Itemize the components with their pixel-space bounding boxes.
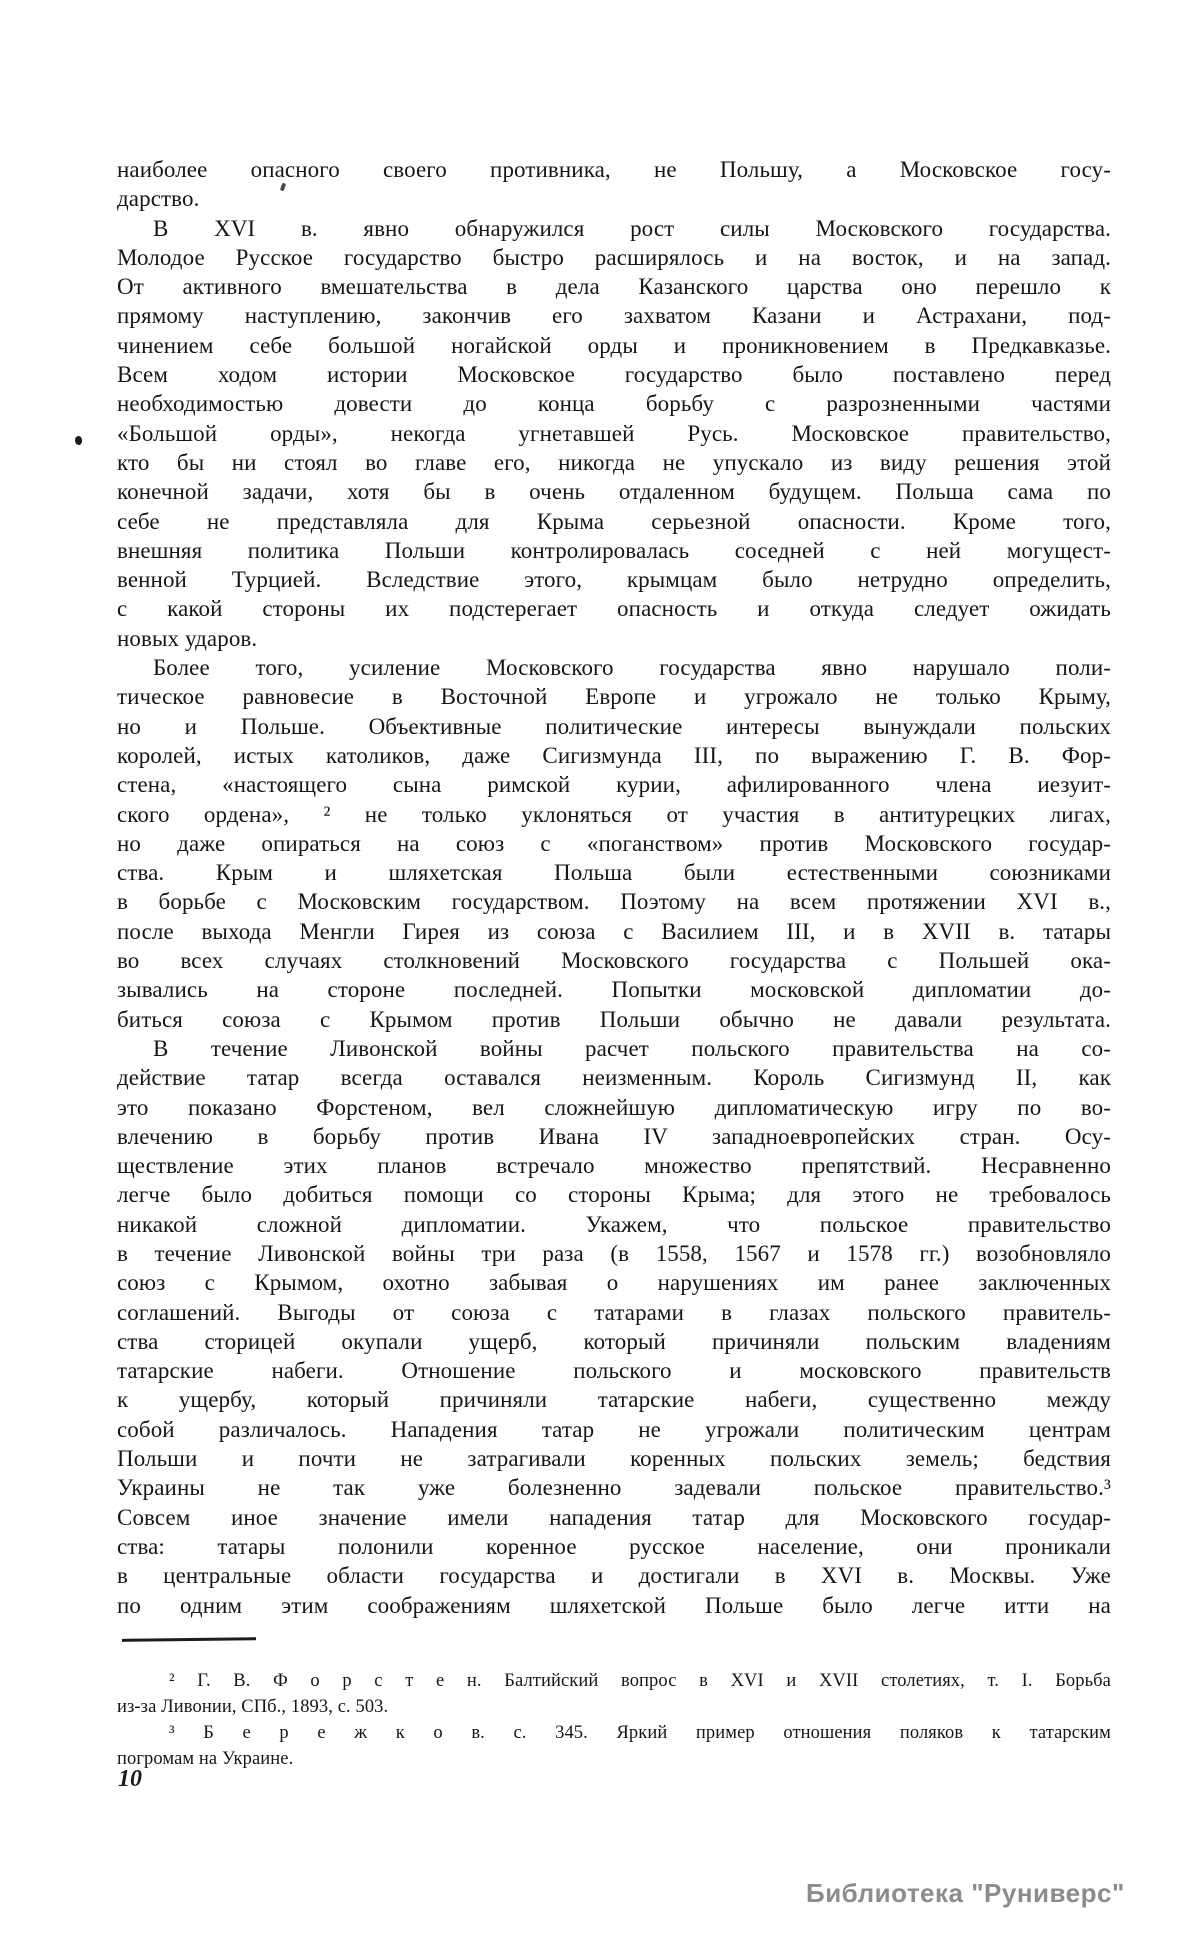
text-line: тическое равновесие в Восточной Европе и угрожало не только Крыму, [117,684,1111,710]
text-line: это показано Форстеном, вел сложнейшую дипломатическую игру по во- [117,1094,1111,1120]
text-line: биться союза с Крымом против Польши обычно не давали результата. [117,1006,1111,1032]
text-line: после выхода Менгли Гирея из союза с Василием III, и в XVII в. татары [117,918,1111,944]
footnote-line: ³ Б е р е ж к о в. с. 345. Яркий пример отношения поляков к татарским [169,1723,1111,1743]
text-line: ского ордена», ² не только уклоняться от участия в антитурецких лигах, [117,801,1111,827]
text-line: влечению в борьбу против Ивана IV западноевропейских стран. Осу- [117,1123,1111,1149]
text-line: В XVI в. явно обнаружился рост силы Московского государства. [153,215,1111,241]
text-line: внешняя политика Польши контролировалась соседней с ней могущест- [117,537,1111,563]
text-line: Совсем иное значение имели нападения татар для Московского государ- [117,1504,1111,1530]
text-line: союз с Крымом, охотно забывая о нарушениях им ранее заключенных [117,1270,1111,1296]
text-line: никакой сложной дипломатии. Укажем, что польское правительство [117,1211,1111,1237]
text-line: в течение Ливонской войны три раза (в 1558, 1567 и 1578 гг.) возобновляло [117,1240,1111,1266]
text-line: ства: татары полонили коренное русское население, они проникали [117,1533,1111,1559]
text-line: От активного вмешательства в дела Казанского царства оно перешло к [117,274,1111,300]
text-line: дарство. [117,186,200,212]
text-line: но даже опираться на союз с «поганством» против Московского государ- [117,830,1111,856]
text-line: Украины не так уже болезненно задевали польское правительство.³ [117,1475,1111,1501]
text-line: венной Турцией. Вследствие этого, крымцам было нетрудно определить, [117,567,1111,593]
footnotes [117,1668,1111,1772]
text-line: в центральные области государства и достигали в XVI в. Москвы. Уже [117,1563,1111,1589]
text-line: ства сторицей окупали ущерб, который причиняли польским владениям [117,1328,1111,1354]
footnote-line: ² Г. В. Ф о р с т е н. Балтийский вопрос в XVI и XVII столетиях, т. I. Борьба [169,1671,1111,1691]
text-line: Польши и почти не затрагивали коренных польских земель; бедствия [117,1446,1111,1472]
text-line: кто бы ни стоял во главе его, никогда не упускало из виду решения этой [117,449,1111,475]
text-line: новых ударов. [117,625,258,651]
text-line: по одним этим соображениям шляхетской Польше было легче итти на [117,1592,1111,1618]
text-line: татарские набеги. Отношение польского и московского правительств [117,1358,1111,1384]
text-line: необходимостью довести до конца борьбу с разрозненными частями [117,391,1111,417]
paragraph [117,214,1111,653]
text-line: к ущербу, который причиняли татарские набеги, существенно между [117,1387,1111,1413]
text-line: во всех случаях столкновений Московского государства с Польшей ока- [117,948,1111,974]
text-line: соглашений. Выгоды от союза с татарами в глазах польского правитель- [117,1299,1111,1325]
text-line: ществление этих планов встречало множество препятствий. Несравненно [117,1153,1111,1179]
text-line: зывались на стороне последней. Попытки московской дипломатии до- [117,977,1111,1003]
text-line: Более того, усиление Московского государства явно нарушало поли- [153,655,1111,681]
margin-dot-speck [75,436,82,445]
text-line: В течение Ливонской войны расчет польского правительства на со- [153,1035,1111,1061]
footnote-line: погромам на Украине. [117,1749,294,1769]
text-line: с какой стороны их подстерегает опасность и откуда следует ожидать [117,596,1111,622]
text-line: конечной задачи, хотя бы в очень отдаленном будущем. Польша сама по [117,479,1111,505]
text-line: собой различалось. Нападения татар не угрожали политическим центрам [117,1416,1111,1442]
text-line: Всем ходом истории Московское государство было поставлено перед [117,362,1111,388]
library-watermark: Библиотека "Руниверс" [806,1878,1125,1908]
text-line: «Большой орды», некогда угнетавшей Русь. Московское правительство, [117,420,1111,446]
footnote-line: из-за Ливонии, СПб., 1893, с. 503. [117,1697,389,1717]
page-number: 10 [118,1766,142,1792]
text-line: но и Польше. Объективные политические интересы вынуждали польских [117,713,1111,739]
text-line: стена, «настоящего сына римской курии, афилированного члена иезуит- [117,772,1111,798]
text-line: наиболее опасного своего противника, не Польшу, а Московское госу- [117,157,1111,182]
text-line: чинением себе большой ногайской орды и проникновением в Предкавказье. [117,332,1111,358]
paragraph [117,1034,1111,1620]
paragraph [117,155,1111,214]
footnote-separator-rule [122,1637,256,1642]
text-line: прямому наступлению, закончив его захватом Казани и Астрахани, под- [117,303,1111,329]
text-line: королей, истых католиков, даже Сигизмунда III, по выражению Г. В. Фор- [117,742,1111,768]
page-text [117,155,1111,1620]
text-line: действие татар всегда оставался неизменным. Король Сигизмунд II, как [117,1065,1111,1091]
text-line: легче было добиться помощи со стороны Крыма; для этого не требовалось [117,1182,1111,1208]
text-line: в борьбе с Московским государством. Поэтому на всем протяжении XVI в., [117,889,1111,915]
text-line: ства. Крым и шляхетская Польша были естественными союзниками [117,860,1111,886]
text-line: себе не представляла для Крыма серьезной опасности. Кроме того, [117,508,1111,534]
text-line: Молодое Русское государство быстро расширялось и на восток, и на запад. [117,244,1111,270]
paragraph [117,653,1111,1034]
